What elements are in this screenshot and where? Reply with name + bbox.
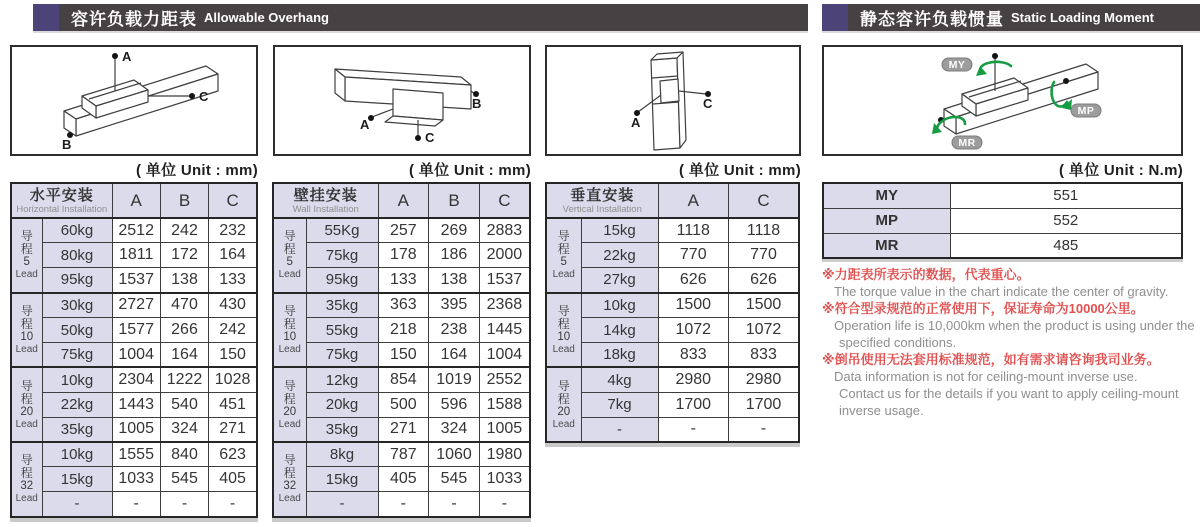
- table-title-zh: 壁挂安装: [293, 186, 358, 204]
- value-cell: 257: [378, 218, 429, 243]
- load-cell: 20kg: [306, 392, 378, 417]
- moment-label-mp: MP: [1077, 105, 1095, 117]
- column-header: B: [160, 183, 208, 218]
- value-cell: 2980: [658, 367, 729, 392]
- header-accent-square: [822, 4, 848, 31]
- point-label-a: A: [631, 115, 641, 130]
- table-row: [11, 218, 257, 243]
- value-cell: 363: [378, 293, 429, 318]
- header-title-zh: 容许负载力距表: [71, 10, 197, 29]
- value-cell: 395: [429, 293, 480, 318]
- point-label-a: A: [122, 49, 132, 64]
- load-cell: 10kg: [42, 442, 112, 467]
- table-row: [273, 243, 530, 268]
- load-cell: 75kg: [306, 342, 378, 367]
- value-cell: 232: [209, 218, 257, 243]
- point-label-c: C: [199, 89, 209, 104]
- value-cell: 138: [429, 268, 480, 293]
- table-row: [823, 208, 1182, 233]
- value-cell: 1500: [729, 293, 800, 318]
- rail-isometric-drawing: [547, 47, 799, 154]
- lead-group-cell: 导 程 5 Lead: [11, 218, 42, 293]
- value-cell: -: [160, 492, 208, 517]
- value-cell: 540: [160, 392, 208, 417]
- table-row: [823, 233, 1182, 258]
- value-cell: 238: [429, 318, 480, 343]
- lead-group-cell: 导 程 10 Lead: [546, 293, 581, 368]
- value-cell: 1700: [658, 392, 729, 417]
- value-cell: 545: [160, 467, 208, 492]
- value-cell: 854: [378, 367, 429, 392]
- header-text: [848, 4, 1154, 31]
- horizontal-installation-table-wrap: [10, 182, 258, 518]
- table-row: [11, 268, 257, 293]
- value-cell: 623: [209, 442, 257, 467]
- load-cell: 18kg: [581, 342, 658, 367]
- value-cell: -: [479, 492, 530, 517]
- table-row: [546, 243, 799, 268]
- value-cell: 164: [209, 243, 257, 268]
- table-title-en: Vertical Installation: [562, 203, 642, 215]
- value-cell: 1033: [479, 467, 530, 492]
- value-cell: 451: [209, 392, 257, 417]
- table-row: [546, 392, 799, 417]
- value-cell: 1060: [429, 442, 480, 467]
- note-line-en: inverse usage.: [839, 403, 924, 418]
- value-cell: -: [209, 492, 257, 517]
- note-line-en: Operation life is 10,000km when the product is using under the: [834, 318, 1195, 333]
- load-cell: 15kg: [306, 467, 378, 492]
- table-row: [11, 243, 257, 268]
- table-row: [546, 293, 799, 318]
- moment-row-value: 552: [950, 208, 1182, 233]
- load-cell: 75kg: [42, 342, 112, 367]
- load-cell: 60kg: [42, 218, 112, 243]
- table-row: [11, 293, 257, 318]
- moment-row-value: 485: [950, 233, 1182, 258]
- value-cell: 2727: [112, 293, 160, 318]
- value-cell: 500: [378, 392, 429, 417]
- table-row: [546, 417, 799, 442]
- table-row: [11, 367, 257, 392]
- value-cell: 186: [429, 243, 480, 268]
- note-line-zh: ※力距表所表示的数据，代表重心。: [822, 267, 1030, 282]
- value-cell: -: [378, 492, 429, 517]
- table-row: [546, 218, 799, 243]
- lead-group-cell: 导 程 10 Lead: [11, 293, 42, 368]
- column-header: C: [209, 183, 257, 218]
- value-cell: 2368: [479, 293, 530, 318]
- point-label-c: C: [703, 96, 713, 111]
- lead-group-cell: 导 程 10 Lead: [273, 293, 306, 368]
- table-title: [11, 183, 112, 218]
- value-cell: -: [429, 492, 480, 517]
- load-cell: 15kg: [581, 218, 658, 243]
- lead-group-cell: 导 程 20 Lead: [546, 367, 581, 442]
- value-cell: 1588: [479, 392, 530, 417]
- value-cell: 324: [160, 417, 208, 442]
- value-cell: 470: [160, 293, 208, 318]
- value-cell: 324: [429, 417, 480, 442]
- value-cell: 1004: [479, 342, 530, 367]
- table-row: [273, 342, 530, 367]
- lead-group-cell: 导 程 20 Lead: [273, 367, 306, 442]
- load-cell: 14kg: [581, 318, 658, 343]
- column-header: A: [378, 183, 429, 218]
- table-row: [546, 318, 799, 343]
- table-row: [11, 492, 257, 517]
- table-row: [273, 293, 530, 318]
- table-title-en: Horizontal Installation: [16, 203, 108, 215]
- point-label-a: A: [360, 117, 370, 132]
- wall-installation-table: [272, 182, 531, 518]
- unit-label-mm: ( 单位 Unit : mm): [136, 162, 258, 179]
- vertical-installation-table: [545, 182, 800, 443]
- load-cell: 80kg: [42, 243, 112, 268]
- value-cell: 1555: [112, 442, 160, 467]
- static-loading-moment-table: [822, 182, 1183, 259]
- table-title-zh: 垂直安装: [570, 186, 635, 204]
- value-cell: 1019: [429, 367, 480, 392]
- value-cell: 2552: [479, 367, 530, 392]
- load-cell: 55Kg: [306, 218, 378, 243]
- value-cell: 1118: [658, 218, 729, 243]
- note-line-en: Contact us for the details if you want to apply ceiling-mount: [839, 386, 1179, 401]
- lead-group-cell: 导 程 5 Lead: [273, 218, 306, 293]
- value-cell: 1028: [209, 367, 257, 392]
- load-cell: 7kg: [581, 392, 658, 417]
- value-cell: 178: [378, 243, 429, 268]
- value-cell: 133: [209, 268, 257, 293]
- value-cell: 2000: [479, 243, 530, 268]
- rail-isometric-drawing: [275, 47, 529, 154]
- point-label-b: B: [472, 96, 482, 111]
- table-row: [273, 442, 530, 467]
- value-cell: 545: [429, 467, 480, 492]
- unit-label-nm: ( 单位 Unit : N.m): [1059, 162, 1183, 179]
- value-cell: 1072: [729, 318, 800, 343]
- note-line-en: The torque value in the chart indicate the center of gravity.: [834, 284, 1169, 299]
- value-cell: 1980: [479, 442, 530, 467]
- load-cell: 15kg: [42, 467, 112, 492]
- column-header: C: [479, 183, 530, 218]
- value-cell: 1577: [112, 318, 160, 343]
- header-title-zh: 静态容许负载惯量: [860, 10, 1004, 29]
- table-row: [11, 417, 257, 442]
- load-cell: 50kg: [42, 318, 112, 343]
- load-cell: -: [581, 417, 658, 442]
- lead-group-cell: 导 程 32 Lead: [11, 442, 42, 517]
- table-row: [546, 367, 799, 392]
- table-title: [273, 183, 378, 218]
- column-header: C: [729, 183, 800, 218]
- value-cell: 1033: [112, 467, 160, 492]
- value-cell: 1500: [658, 293, 729, 318]
- load-cell: 10kg: [581, 293, 658, 318]
- note-line-zh: ※符合型录规范的正常使用下，保证寿命为10000公里。: [822, 301, 1144, 316]
- table-row: [273, 218, 530, 243]
- value-cell: 242: [209, 318, 257, 343]
- table-title-zh: 水平安装: [29, 186, 94, 204]
- value-cell: 430: [209, 293, 257, 318]
- load-cell: 95kg: [42, 268, 112, 293]
- point-label-b: B: [62, 137, 72, 152]
- moment-row-label: MY: [823, 183, 950, 208]
- wall-installation-diagram: [273, 45, 531, 156]
- load-cell: 35kg: [306, 293, 378, 318]
- value-cell: 626: [729, 268, 800, 293]
- load-cell: 22kg: [581, 243, 658, 268]
- value-cell: 164: [429, 342, 480, 367]
- value-cell: -: [729, 417, 800, 442]
- moment-row-label: MP: [823, 208, 950, 233]
- value-cell: 1537: [479, 268, 530, 293]
- section-header-allowable-overhang: [33, 4, 808, 31]
- table-row: [273, 367, 530, 392]
- value-cell: 266: [160, 318, 208, 343]
- table-row: [273, 417, 530, 442]
- value-cell: 770: [729, 243, 800, 268]
- load-cell: 55kg: [306, 318, 378, 343]
- table-row: [273, 492, 530, 517]
- lead-group-cell: 导 程 20 Lead: [11, 367, 42, 442]
- value-cell: 2512: [112, 218, 160, 243]
- table-title: [546, 183, 658, 218]
- moment-row-label: MR: [823, 233, 950, 258]
- value-cell: 133: [378, 268, 429, 293]
- value-cell: 138: [160, 268, 208, 293]
- value-cell: 269: [429, 218, 480, 243]
- static-loading-moment-diagram: [822, 45, 1183, 156]
- load-cell: 95kg: [306, 268, 378, 293]
- table-row: [11, 318, 257, 343]
- value-cell: 1811: [112, 243, 160, 268]
- value-cell: 1445: [479, 318, 530, 343]
- note-line-en: Data information is not for ceiling-mount inverse use.: [834, 369, 1138, 384]
- vertical-installation-table-wrap: [545, 182, 800, 443]
- load-cell: 27kg: [581, 268, 658, 293]
- point-label-c: C: [425, 130, 435, 145]
- section-header-static-loading-moment: [822, 4, 1200, 31]
- load-cell: 30kg: [42, 293, 112, 318]
- value-cell: 164: [160, 342, 208, 367]
- header-title-en: Allowable Overhang: [204, 10, 329, 25]
- load-cell: 35kg: [42, 417, 112, 442]
- wall-installation-table-wrap: [272, 182, 531, 518]
- note-line-zh: ※倒吊使用无法套用标准规范，如有需求请咨询我司业务。: [822, 352, 1160, 367]
- header-text: [59, 4, 329, 31]
- value-cell: 150: [378, 342, 429, 367]
- value-cell: 787: [378, 442, 429, 467]
- load-cell: 4kg: [581, 367, 658, 392]
- load-cell: -: [306, 492, 378, 517]
- value-cell: 2980: [729, 367, 800, 392]
- value-cell: 1700: [729, 392, 800, 417]
- note-line-en: specified conditions.: [839, 335, 957, 350]
- value-cell: 2304: [112, 367, 160, 392]
- table-row: [273, 268, 530, 293]
- rail-isometric-drawing: [12, 47, 256, 154]
- horizontal-installation-table: [10, 182, 258, 518]
- unit-label-mm: ( 单位 Unit : mm): [679, 162, 801, 179]
- table-row: [11, 392, 257, 417]
- lead-group-cell: 导 程 5 Lead: [546, 218, 581, 293]
- value-cell: 1222: [160, 367, 208, 392]
- table-title-en: Wall Installation: [292, 203, 359, 215]
- table-row: [273, 318, 530, 343]
- lead-group-cell: 导 程 32 Lead: [273, 442, 306, 517]
- value-cell: 833: [658, 342, 729, 367]
- value-cell: 405: [209, 467, 257, 492]
- moment-isometric-drawing: [824, 47, 1181, 154]
- load-cell: 12kg: [306, 367, 378, 392]
- value-cell: 271: [378, 417, 429, 442]
- table-row: [11, 342, 257, 367]
- column-header: A: [112, 183, 160, 218]
- value-cell: 1118: [729, 218, 800, 243]
- value-cell: -: [658, 417, 729, 442]
- column-header: A: [658, 183, 729, 218]
- value-cell: -: [112, 492, 160, 517]
- table-row: [546, 268, 799, 293]
- table-row: [11, 467, 257, 492]
- load-cell: 10kg: [42, 367, 112, 392]
- value-cell: 271: [209, 417, 257, 442]
- value-cell: 1072: [658, 318, 729, 343]
- table-row: [823, 183, 1182, 208]
- load-cell: 22kg: [42, 392, 112, 417]
- table-row: [273, 392, 530, 417]
- column-header: B: [429, 183, 480, 218]
- load-cell: 35kg: [306, 417, 378, 442]
- load-cell: 75kg: [306, 243, 378, 268]
- value-cell: 596: [429, 392, 480, 417]
- header-title-en: Static Loading Moment: [1011, 10, 1154, 25]
- value-cell: 405: [378, 467, 429, 492]
- moment-label-my: MY: [948, 59, 966, 71]
- header-accent-square: [33, 4, 59, 31]
- value-cell: 1004: [112, 342, 160, 367]
- moment-row-value: 551: [950, 183, 1182, 208]
- table-row: [273, 467, 530, 492]
- table-row: [11, 442, 257, 467]
- unit-label-mm: ( 单位 Unit : mm): [409, 162, 531, 179]
- vertical-installation-diagram: [545, 45, 801, 156]
- value-cell: 840: [160, 442, 208, 467]
- moment-label-mr: MR: [958, 137, 976, 149]
- value-cell: 770: [658, 243, 729, 268]
- value-cell: 1443: [112, 392, 160, 417]
- table-row: [546, 342, 799, 367]
- notes-block: [822, 266, 1198, 419]
- value-cell: 1005: [112, 417, 160, 442]
- load-cell: 8kg: [306, 442, 378, 467]
- value-cell: 242: [160, 218, 208, 243]
- value-cell: 1005: [479, 417, 530, 442]
- value-cell: 626: [658, 268, 729, 293]
- horizontal-installation-diagram: [10, 45, 258, 156]
- value-cell: 218: [378, 318, 429, 343]
- value-cell: 172: [160, 243, 208, 268]
- load-cell: -: [42, 492, 112, 517]
- value-cell: 2883: [479, 218, 530, 243]
- static-loading-moment-table-wrap: [822, 182, 1183, 259]
- value-cell: 833: [729, 342, 800, 367]
- value-cell: 150: [209, 342, 257, 367]
- value-cell: 1537: [112, 268, 160, 293]
